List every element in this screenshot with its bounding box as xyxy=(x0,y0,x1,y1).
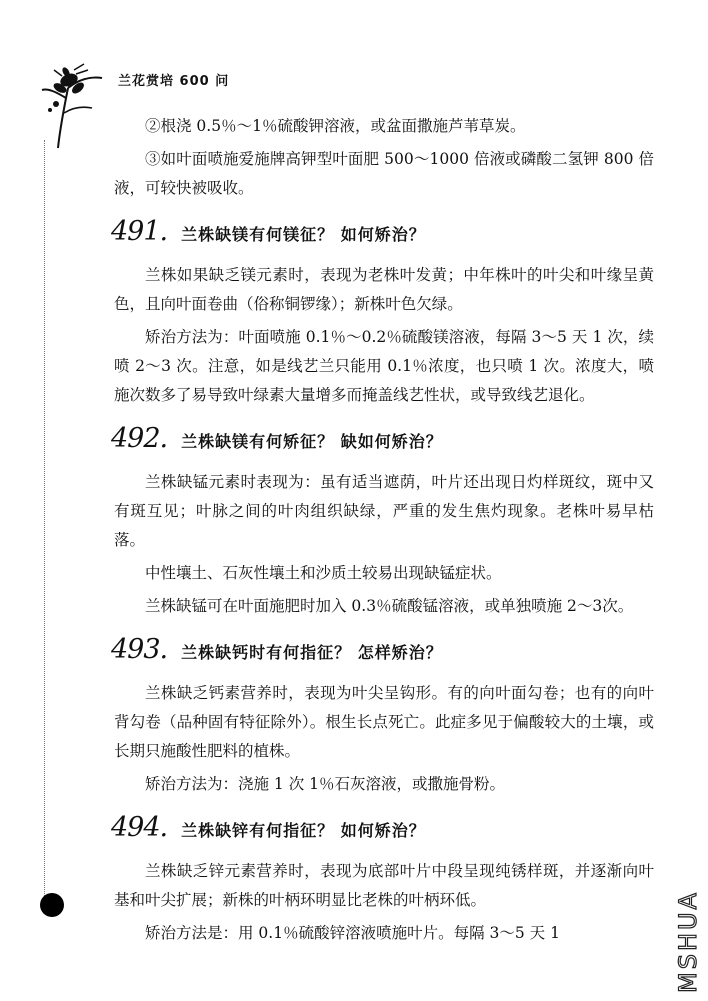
watermark-text: MSHUA xyxy=(674,890,702,993)
section-heading xyxy=(111,812,654,852)
body-paragraph: 矫治方法为：叶面喷施 0.1％～0.2％硫酸镁溶液，每隔 3～5 天 1 次，续喷 2～3 次。注意，如是线艺兰只能用 0.1％浓度，也只喷 1 次。浓度大，喷施次数多了易导致叶绿素大量增多而掩盖线艺性状，或导致线艺退化。 xyxy=(114,328,654,404)
punch-hole-icon xyxy=(40,893,64,917)
body-paragraph: 兰株缺乏钙素营养时，表现为叶尖呈钩形。有的向叶面勾卷；也有的向叶背勾卷（品种固有特征除外）。根生长点死亡。此症多见于偏酸较大的土壤，或长期只施酸性肥料的植株。 xyxy=(114,684,654,760)
body-paragraph: 兰株缺乏锌元素营养时，表现为底部叶片中段呈现纯锈样斑，并逐渐向叶基和叶尖扩展；新株的叶柄环明显比老株的叶柄环低。 xyxy=(114,862,654,909)
orchid-ink-icon xyxy=(38,58,110,154)
question-title: 兰株缺镁有何矫征？ 缺如何矫治？ xyxy=(181,432,443,451)
body-paragraph: 中性壤土、石灰性壤土和沙质土较易出现缺锰症状。 xyxy=(145,564,502,582)
question-number: 492. xyxy=(111,423,168,454)
body-paragraph: 矫治方法是：用 0.1％硫酸锌溶液喷施叶片。每隔 3～5 天 1 xyxy=(145,924,560,942)
question-number: 494. xyxy=(111,812,168,843)
question-title: 兰株缺锌有何指征？ 如何矫治？ xyxy=(181,821,426,840)
section-heading xyxy=(111,216,654,256)
page-body xyxy=(111,112,654,952)
body-paragraph: 兰株缺锰元素时表现为：虽有适当遮荫，叶片还出现日灼样斑纹，斑中又有斑互见；叶脉之间的叶肉组织缺绿，严重的发生焦灼现象。老株叶易早枯落。 xyxy=(114,473,654,549)
margin-dotted-rule xyxy=(44,140,45,900)
intro-paragraph: ②根浇 0.5％～1％硫酸钾溶液，或盆面撒施芦苇草炭。 xyxy=(145,117,526,135)
running-header: 兰花赏培 600 问 xyxy=(118,74,230,89)
section-heading xyxy=(111,423,654,463)
question-number: 491. xyxy=(111,216,168,247)
section-heading xyxy=(111,634,654,674)
question-number: 493. xyxy=(111,634,168,665)
watermark xyxy=(664,885,704,995)
intro-paragraph: ③如叶面喷施爱施牌高钾型叶面肥 500～1000 倍液或磷酸二氢钾 800 倍液，可较快被吸收。 xyxy=(114,150,654,197)
body-paragraph: 矫治方法为：浇施 1 次 1％石灰溶液，或撒施骨粉。 xyxy=(145,775,506,793)
body-paragraph: 兰株如果缺乏镁元素时，表现为老株叶发黄；中年株叶的叶尖和叶缘呈黄色，且向叶面卷曲（俗称铜锣缘）；新株叶色欠绿。 xyxy=(114,266,654,313)
question-title: 兰株缺钙时有何指征？ 怎样矫治？ xyxy=(181,643,443,662)
question-title: 兰株缺镁有何镁征？ 如何矫治？ xyxy=(181,225,426,244)
body-paragraph: 兰株缺锰可在叶面施肥时加入 0.3％硫酸锰溶液，或单独喷施 2～3次。 xyxy=(145,597,634,615)
